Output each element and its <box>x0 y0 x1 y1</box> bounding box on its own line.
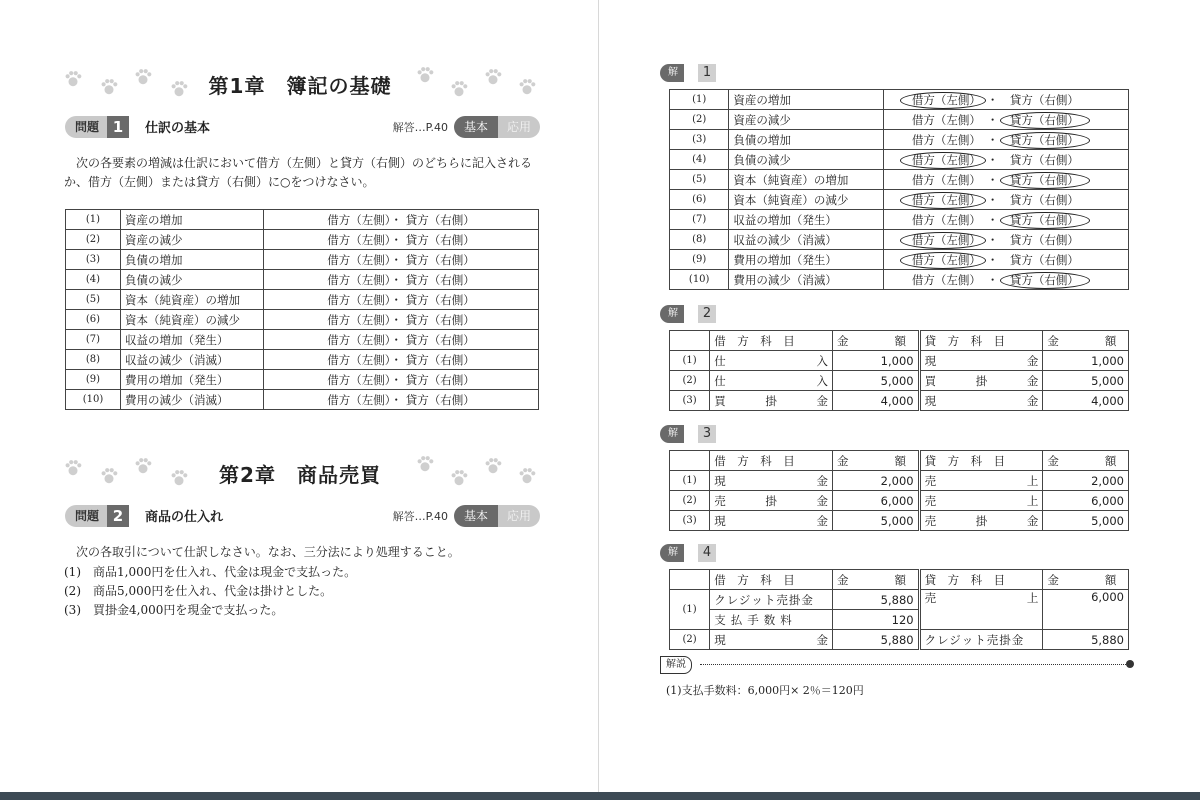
problem-1-bar <box>65 116 540 138</box>
answer-label: 解答 <box>660 544 684 562</box>
debit-account-chars <box>714 513 828 529</box>
journal-row <box>670 511 1129 531</box>
debit-amount: 5,000 <box>832 371 919 391</box>
account-char: 金 <box>816 393 828 408</box>
paw-icon <box>450 80 468 98</box>
debit-option: 借方（左側） <box>911 233 981 247</box>
row-number: (5) <box>66 290 121 310</box>
circled-answer-mark <box>900 232 986 249</box>
table-row <box>670 210 1129 230</box>
debit-amount: 6,000 <box>832 491 919 511</box>
row-number: (8) <box>66 350 121 370</box>
account-char: 入 <box>816 373 828 388</box>
debit-account <box>710 471 833 491</box>
credit-amount-header: 金 額 <box>1043 570 1129 590</box>
debit-option: 借方（左側） <box>911 273 981 287</box>
account-char: 現 <box>924 353 937 368</box>
account-char: 仕 <box>714 373 726 388</box>
credit-option: 貸方（右側） <box>1009 233 1079 247</box>
debit-account <box>710 371 833 391</box>
debit-credit-choice <box>883 210 1128 230</box>
problem-2-item-3: (3) 買掛金4,000円を現金で支払った。 <box>64 603 284 617</box>
row-label: 資本（純資産）の増加 <box>729 170 883 190</box>
chapter-title: 第1章 簿記の基礎 <box>208 74 392 98</box>
credit-amount: 6,000 <box>1043 491 1129 511</box>
debit-credit-choice: 借方（左側）・ 貸方（右側） <box>264 350 539 370</box>
debit-credit-choice: 借方（左側）・ 貸方（右側） <box>264 330 539 350</box>
answer-label: 解答 <box>660 64 684 82</box>
debit-amount-header: 金 額 <box>832 451 919 471</box>
choice-wrap <box>884 170 1128 189</box>
separator-dot: ・ <box>986 153 999 167</box>
left-page <box>0 0 599 792</box>
account-char: 現 <box>714 513 726 528</box>
credit-amount: 2,000 <box>1043 471 1129 491</box>
row-number: (1) <box>66 210 121 230</box>
table-row <box>66 330 539 350</box>
level-basic: 基本 <box>454 116 498 138</box>
journal-header-row <box>670 331 1129 351</box>
row-label: 費用の増加（発生） <box>121 370 264 390</box>
table-row <box>66 310 539 330</box>
answer-number: 4 <box>698 544 716 562</box>
problem-1-table <box>65 209 539 410</box>
answer-3-journal <box>669 450 1129 531</box>
answer-label: 解答 <box>660 425 684 443</box>
problem-2-instruction: 次の各取引について仕訳しなさい。なお、三分法により処理すること。 <box>76 545 460 559</box>
row-label: 資本（純資産）の減少 <box>121 310 264 330</box>
account-char: 金 <box>1026 513 1039 528</box>
problem-2-item-2: (2) 商品5,000円を仕入れ、代金は掛けとした。 <box>64 584 333 598</box>
answer-number: 1 <box>698 64 716 82</box>
account-char: 掛 <box>975 373 988 388</box>
problem-title: 仕訳の基本 <box>145 121 211 136</box>
row-label: 収益の増加（発生） <box>121 330 264 350</box>
paw-icon <box>518 467 536 485</box>
row-number: (6) <box>66 310 121 330</box>
debit-account-header: 借 方 科 目 <box>710 331 833 351</box>
debit-credit-choice <box>883 110 1128 130</box>
table-row <box>66 290 539 310</box>
row-label: 資産の減少 <box>729 110 883 130</box>
answer-4-journal <box>669 569 1129 650</box>
account-char: 金 <box>816 513 828 528</box>
row-number-header <box>670 331 710 351</box>
debit-account-chars <box>714 493 828 509</box>
explanation-label: 解説 <box>660 656 692 674</box>
credit-account-chars <box>925 473 1039 489</box>
credit-account-chars <box>925 353 1039 369</box>
debit-credit-choice <box>883 270 1128 290</box>
row-label: 資産の増加 <box>729 90 883 110</box>
account-char: 金 <box>1026 393 1039 408</box>
account-char: 掛 <box>765 493 777 508</box>
problem-number: 1 <box>107 116 129 138</box>
debit-credit-choice <box>883 230 1128 250</box>
row-number: (2) <box>670 371 710 391</box>
debit-account-chars <box>714 353 828 369</box>
chapter-1-heading <box>60 66 540 106</box>
credit-amount: 5,880 <box>1043 630 1129 650</box>
answer-number: 2 <box>698 305 716 323</box>
row-number: (8) <box>670 230 729 250</box>
explanation-text: (1)支払手数料：6,000円× 2％＝120円 <box>666 684 864 697</box>
separator-dot: ・ <box>986 273 999 287</box>
credit-option: 貸方（右側） <box>1009 193 1079 207</box>
separator-dot: ・ <box>986 193 999 207</box>
credit-amount: 6,000 <box>1043 590 1129 630</box>
separator-dot: ・ <box>986 233 999 247</box>
row-label: 費用の減少（消滅） <box>729 270 883 290</box>
credit-account <box>919 511 1043 531</box>
credit-account-header: 貸 方 科 目 <box>919 451 1043 471</box>
debit-credit-choice <box>883 90 1128 110</box>
level-basic: 基本 <box>454 505 498 527</box>
debit-credit-choice: 借方（左側）・ 貸方（右側） <box>264 290 539 310</box>
journal-row <box>670 491 1129 511</box>
row-number: (9) <box>66 370 121 390</box>
credit-account-chars <box>925 493 1039 509</box>
account-char: 入 <box>816 353 828 368</box>
row-number: (1) <box>670 90 729 110</box>
table-row <box>670 270 1129 290</box>
row-label: 負債の減少 <box>121 270 264 290</box>
row-number: (10) <box>66 390 121 410</box>
debit-option: 借方（左側） <box>911 113 981 127</box>
debit-option: 借方（左側） <box>911 93 981 107</box>
separator-dot: ・ <box>986 173 999 187</box>
account-char: 掛 <box>765 393 777 408</box>
row-number: (2) <box>66 230 121 250</box>
paw-icon <box>416 455 434 473</box>
journal-header-row <box>670 451 1129 471</box>
paw-icon <box>518 78 536 96</box>
credit-account-chars <box>925 373 1039 389</box>
circled-answer-mark <box>1000 132 1090 149</box>
debit-account-chars <box>714 373 828 389</box>
account-char: 売 <box>924 513 937 528</box>
account-char: 上 <box>1026 473 1039 488</box>
chapter-title: 第2章 商品売買 <box>219 463 381 487</box>
debit-account <box>710 391 833 411</box>
account-char: 現 <box>714 473 726 488</box>
credit-amount: 5,000 <box>1043 371 1129 391</box>
debit-amount: 2,000 <box>832 471 919 491</box>
credit-amount-header: 金 額 <box>1043 331 1129 351</box>
circled-answer-mark <box>900 92 986 109</box>
table-row <box>66 230 539 250</box>
table-row <box>670 150 1129 170</box>
account-char: 売 <box>924 473 937 488</box>
debit-option: 借方（左側） <box>911 153 981 167</box>
journal-row <box>670 391 1129 411</box>
credit-option: 貸方（右側） <box>1009 173 1079 187</box>
table-row <box>670 250 1129 270</box>
account-char: 金 <box>816 473 828 488</box>
choice-wrap <box>884 250 1128 269</box>
row-label: 収益の減少（消滅） <box>729 230 883 250</box>
credit-option: 貸方（右側） <box>1009 93 1079 107</box>
divider-end-dot <box>1126 660 1134 668</box>
row-number: (1) <box>670 351 710 371</box>
account-char: 掛 <box>975 513 988 528</box>
problem-2-item-1: (1) 商品1,000円を仕入れ、代金は現金で支払った。 <box>64 565 357 579</box>
row-number: (3) <box>670 391 710 411</box>
table-row <box>66 390 539 410</box>
circled-answer-mark <box>900 152 986 169</box>
table-row <box>670 110 1129 130</box>
choice-wrap <box>884 270 1128 289</box>
credit-account: 売 上 <box>919 590 1043 630</box>
choice-wrap <box>884 210 1128 229</box>
chapter-2-heading <box>60 455 540 495</box>
account-char: 売 <box>924 493 937 508</box>
credit-account-chars <box>925 393 1039 409</box>
row-number: (4) <box>66 270 121 290</box>
credit-option: 貸方（右側） <box>1009 213 1079 227</box>
problem-tag: 問題 <box>65 116 107 138</box>
debit-account-chars <box>714 393 828 409</box>
answer-2-journal <box>669 330 1129 411</box>
account-char: 現 <box>924 393 937 408</box>
credit-amount-header: 金 額 <box>1043 451 1129 471</box>
choice-wrap <box>884 230 1128 249</box>
row-number: (3) <box>670 511 710 531</box>
choice-wrap <box>884 150 1128 169</box>
journal-row <box>670 471 1129 491</box>
debit-credit-choice: 借方（左側）・ 貸方（右側） <box>264 250 539 270</box>
row-number: (3) <box>66 250 121 270</box>
debit-account <box>710 491 833 511</box>
answer-label: 解答 <box>660 305 684 323</box>
table-row <box>670 190 1129 210</box>
choice-wrap <box>884 130 1128 149</box>
account-char: 金 <box>816 493 828 508</box>
paw-icon <box>416 66 434 84</box>
row-number: (4) <box>670 150 729 170</box>
separator-dot: ・ <box>986 133 999 147</box>
row-label: 資産の減少 <box>121 230 264 250</box>
table-row <box>66 350 539 370</box>
journal-header-row <box>670 570 1129 590</box>
credit-amount: 5,000 <box>1043 511 1129 531</box>
debit-amount-header: 金 額 <box>832 570 919 590</box>
credit-account: クレジット売掛金 <box>919 630 1043 650</box>
row-label: 費用の減少（消滅） <box>121 390 264 410</box>
debit-credit-choice <box>883 130 1128 150</box>
debit-credit-choice <box>883 250 1128 270</box>
paw-icon <box>484 68 502 86</box>
debit-credit-choice <box>883 190 1128 210</box>
paw-icon <box>450 469 468 487</box>
row-label: 資産の増加 <box>121 210 264 230</box>
table-row <box>66 270 539 290</box>
account-char: 売 <box>714 493 726 508</box>
credit-account <box>919 351 1043 371</box>
credit-option: 貸方（右側） <box>1009 153 1079 167</box>
choice-wrap <box>884 110 1128 129</box>
account-char: 上 <box>1026 493 1039 508</box>
debit-option: 借方（左側） <box>911 133 981 147</box>
debit-credit-choice: 借方（左側）・ 貸方（右側） <box>264 230 539 250</box>
debit-amount: 5,880 <box>832 590 919 610</box>
separator-dot: ・ <box>986 213 999 227</box>
journal-row <box>670 371 1129 391</box>
row-number: (9) <box>670 250 729 270</box>
table-row <box>66 210 539 230</box>
problem-tag: 問題 <box>65 505 107 527</box>
debit-amount: 1,000 <box>832 351 919 371</box>
paw-icon <box>484 457 502 475</box>
debit-account: クレジット売掛金 <box>710 590 833 610</box>
debit-account-header: 借 方 科 目 <box>710 451 833 471</box>
row-number: (1) <box>670 590 710 630</box>
account-char: 買 <box>714 393 726 408</box>
credit-option: 貸方（右側） <box>1009 253 1079 267</box>
answer-number: 3 <box>698 425 716 443</box>
answer-reference: 解答…P.40 <box>392 121 448 134</box>
row-label: 負債の増加 <box>729 130 883 150</box>
credit-amount: 4,000 <box>1043 391 1129 411</box>
debit-account <box>710 511 833 531</box>
journal-row <box>670 630 1129 650</box>
credit-option: 貸方（右側） <box>1009 113 1079 127</box>
account-char: 買 <box>924 373 937 388</box>
row-label: 資本（純資産）の増加 <box>121 290 264 310</box>
debit-amount: 120 <box>832 610 919 630</box>
circled-answer-mark <box>900 252 986 269</box>
debit-amount-header: 金 額 <box>832 331 919 351</box>
row-number: (7) <box>66 330 121 350</box>
row-number: (2) <box>670 630 710 650</box>
separator-dot: ・ <box>986 113 999 127</box>
row-number: (6) <box>670 190 729 210</box>
choice-wrap <box>884 190 1128 209</box>
circled-answer-mark <box>900 192 986 209</box>
level-applied: 応用 <box>498 505 540 527</box>
problem-number: 2 <box>107 505 129 527</box>
separator-dot: ・ <box>986 93 999 107</box>
credit-account <box>919 391 1043 411</box>
row-number: (1) <box>670 471 710 491</box>
credit-option: 貸方（右側） <box>1009 273 1079 287</box>
row-number: (2) <box>670 110 729 130</box>
table-row <box>66 370 539 390</box>
debit-credit-choice <box>883 150 1128 170</box>
credit-option: 貸方（右側） <box>1009 133 1079 147</box>
debit-account-header: 借 方 科 目 <box>710 570 833 590</box>
debit-option: 借方（左側） <box>911 213 981 227</box>
row-number-header <box>670 451 710 471</box>
journal-row <box>670 351 1129 371</box>
row-number: (10) <box>670 270 729 290</box>
debit-option: 借方（左側） <box>911 253 981 267</box>
debit-amount: 5,000 <box>832 511 919 531</box>
row-number: (5) <box>670 170 729 190</box>
debit-credit-choice: 借方（左側）・ 貸方（右側） <box>264 390 539 410</box>
explanation-bar <box>660 656 1136 672</box>
account-char: 金 <box>1026 353 1039 368</box>
debit-amount: 5,880 <box>832 630 919 650</box>
dotted-divider <box>700 664 1126 665</box>
account-char: 仕 <box>714 353 726 368</box>
circled-answer-mark <box>1000 272 1090 289</box>
level-badge <box>454 116 540 138</box>
account-char: 金 <box>1026 373 1039 388</box>
debit-credit-choice <box>883 170 1128 190</box>
circled-answer-mark <box>1000 212 1090 229</box>
table-row <box>66 250 539 270</box>
debit-option: 借方（左側） <box>911 193 981 207</box>
row-label: 資本（純資産）の減少 <box>729 190 883 210</box>
credit-account <box>919 491 1043 511</box>
credit-account-header: 貸 方 科 目 <box>919 331 1043 351</box>
journal-row <box>670 590 1129 610</box>
credit-amount: 1,000 <box>1043 351 1129 371</box>
problem-2-bar <box>65 505 540 527</box>
table-row <box>670 90 1129 110</box>
debit-credit-choice: 借方（左側）・ 貸方（右側） <box>264 210 539 230</box>
level-badge <box>454 505 540 527</box>
debit-option: 借方（左側） <box>911 173 981 187</box>
row-number-header <box>670 570 710 590</box>
circled-answer-mark <box>1000 172 1090 189</box>
debit-credit-choice: 借方（左側）・ 貸方（右側） <box>264 310 539 330</box>
row-number: (3) <box>670 130 729 150</box>
row-label: 費用の増加（発生） <box>729 250 883 270</box>
debit-account: 現 金 <box>710 630 833 650</box>
level-applied: 応用 <box>498 116 540 138</box>
row-label: 収益の増加（発生） <box>729 210 883 230</box>
choice-wrap <box>884 90 1128 109</box>
credit-account <box>919 471 1043 491</box>
table-row <box>670 170 1129 190</box>
debit-credit-choice: 借方（左側）・ 貸方（右側） <box>264 370 539 390</box>
credit-account-header: 貸 方 科 目 <box>919 570 1043 590</box>
credit-account <box>919 371 1043 391</box>
debit-account <box>710 351 833 371</box>
row-label: 収益の減少（消滅） <box>121 350 264 370</box>
credit-account-chars <box>925 513 1039 529</box>
debit-credit-choice: 借方（左側）・ 貸方（右側） <box>264 270 539 290</box>
debit-account-chars <box>714 473 828 489</box>
window-bottom-bar <box>0 792 1200 800</box>
row-label: 負債の増加 <box>121 250 264 270</box>
separator-dot: ・ <box>986 253 999 267</box>
debit-amount: 4,000 <box>832 391 919 411</box>
problem-1-instruction: 次の各要素の増減は仕訳において借方（左側）と貸方（右側）のどちらに記入されるか、借方（左側）または貸方（右側）に○をつけなさい。 <box>64 156 533 189</box>
answer-1-table <box>669 89 1129 290</box>
row-number: (7) <box>670 210 729 230</box>
problem-title: 商品の仕入れ <box>145 510 224 525</box>
row-label: 負債の減少 <box>729 150 883 170</box>
table-row <box>670 230 1129 250</box>
answer-reference: 解答…P.40 <box>392 510 448 523</box>
table-row <box>670 130 1129 150</box>
debit-account: 支払手数料 <box>710 610 833 630</box>
circled-answer-mark <box>1000 112 1090 129</box>
row-number: (2) <box>670 491 710 511</box>
